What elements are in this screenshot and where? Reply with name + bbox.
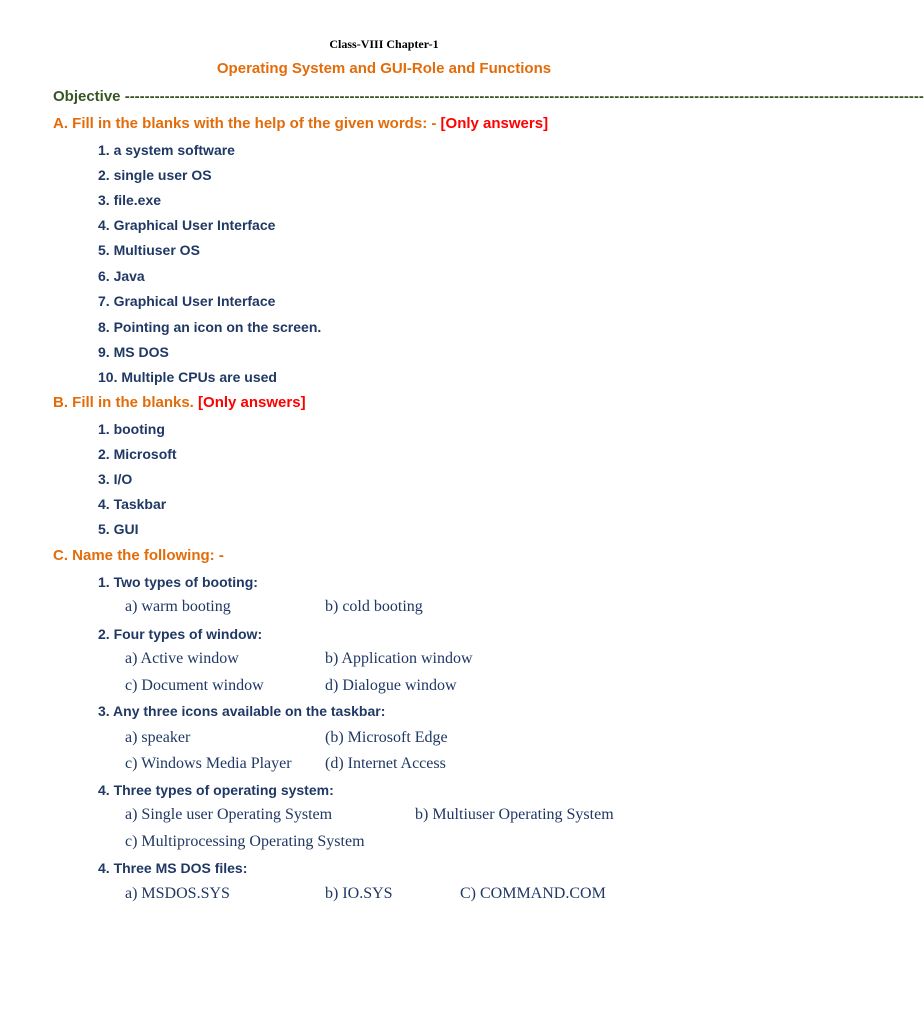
section-b-note: [Only answers] [198, 394, 306, 411]
section-a-answer: 10. Multiple CPUs are used [98, 369, 277, 385]
page-title: Operating System and GUI-Role and Functions [216, 60, 552, 77]
section-c-option: c) Windows Media Player [125, 755, 292, 772]
section-c-question: 1. Two types of booting: [98, 574, 258, 590]
section-a-title: A. Fill in the blanks with the help of the given words: - [53, 115, 441, 132]
section-c-option: b) IO.SYS [325, 885, 393, 902]
section-a-answer: 8. Pointing an icon on the screen. [98, 319, 322, 335]
section-c-option: C) COMMAND.COM [460, 885, 606, 902]
section-c-option: b) Application window [325, 650, 473, 667]
section-b-answer: 3. I/O [98, 471, 133, 487]
section-b-heading [53, 394, 306, 411]
section-a-answer: 5. Multiuser OS [98, 242, 200, 258]
section-a-answer: 9. MS DOS [98, 344, 169, 360]
section-a-answer: 2. single user OS [98, 167, 212, 183]
section-c-heading: C. Name the following: - [53, 547, 224, 564]
class-chapter-heading: Class-VIII Chapter-1 [329, 37, 439, 51]
section-a-heading [53, 115, 548, 132]
section-b-answer: 2. Microsoft [98, 446, 177, 462]
section-a-answer: 7. Graphical User Interface [98, 293, 276, 309]
section-c-option: a) Active window [125, 650, 239, 667]
section-a-answer: 3. file.exe [98, 192, 162, 208]
section-c-question: 2. Four types of window: [98, 626, 263, 642]
section-a-note: [Only answers] [440, 115, 549, 132]
section-b-answer: 5. GUI [98, 521, 139, 537]
section-c-option: a) Single user Operating System [125, 806, 333, 823]
section-a-answer: 6. Java [98, 268, 145, 284]
objective-heading: Objective ---------------------------------------------------------------------------------------------------------------------------------------------------------------- [53, 88, 924, 105]
section-c-option: a) warm booting [125, 598, 231, 615]
section-a-answer: 1. a system software [98, 142, 235, 158]
section-c-option: (d) Internet Access [325, 755, 446, 772]
section-b-answer: 1. booting [98, 421, 165, 437]
section-a-answer: 4. Graphical User Interface [98, 217, 276, 233]
section-c-question: 4. Three types of operating system: [98, 782, 334, 798]
section-c-question: 4. Three MS DOS files: [98, 860, 248, 876]
section-c-option: (b) Microsoft Edge [325, 729, 448, 746]
section-b-answer: 4. Taskbar [98, 496, 167, 512]
section-c-question: 3. Any three icons available on the taskbar: [98, 703, 386, 719]
section-b-title: B. Fill in the blanks. [53, 394, 199, 411]
section-c-option: b) Multiuser Operating System [415, 806, 614, 823]
section-c-option: a) speaker [125, 729, 191, 746]
section-c-option: d) Dialogue window [325, 677, 457, 694]
section-c-option: c) Document window [125, 677, 264, 694]
section-c-option: c) Multiprocessing Operating System [125, 833, 365, 850]
section-c-option: b) cold booting [325, 598, 423, 615]
section-c-option: a) MSDOS.SYS [125, 885, 230, 902]
